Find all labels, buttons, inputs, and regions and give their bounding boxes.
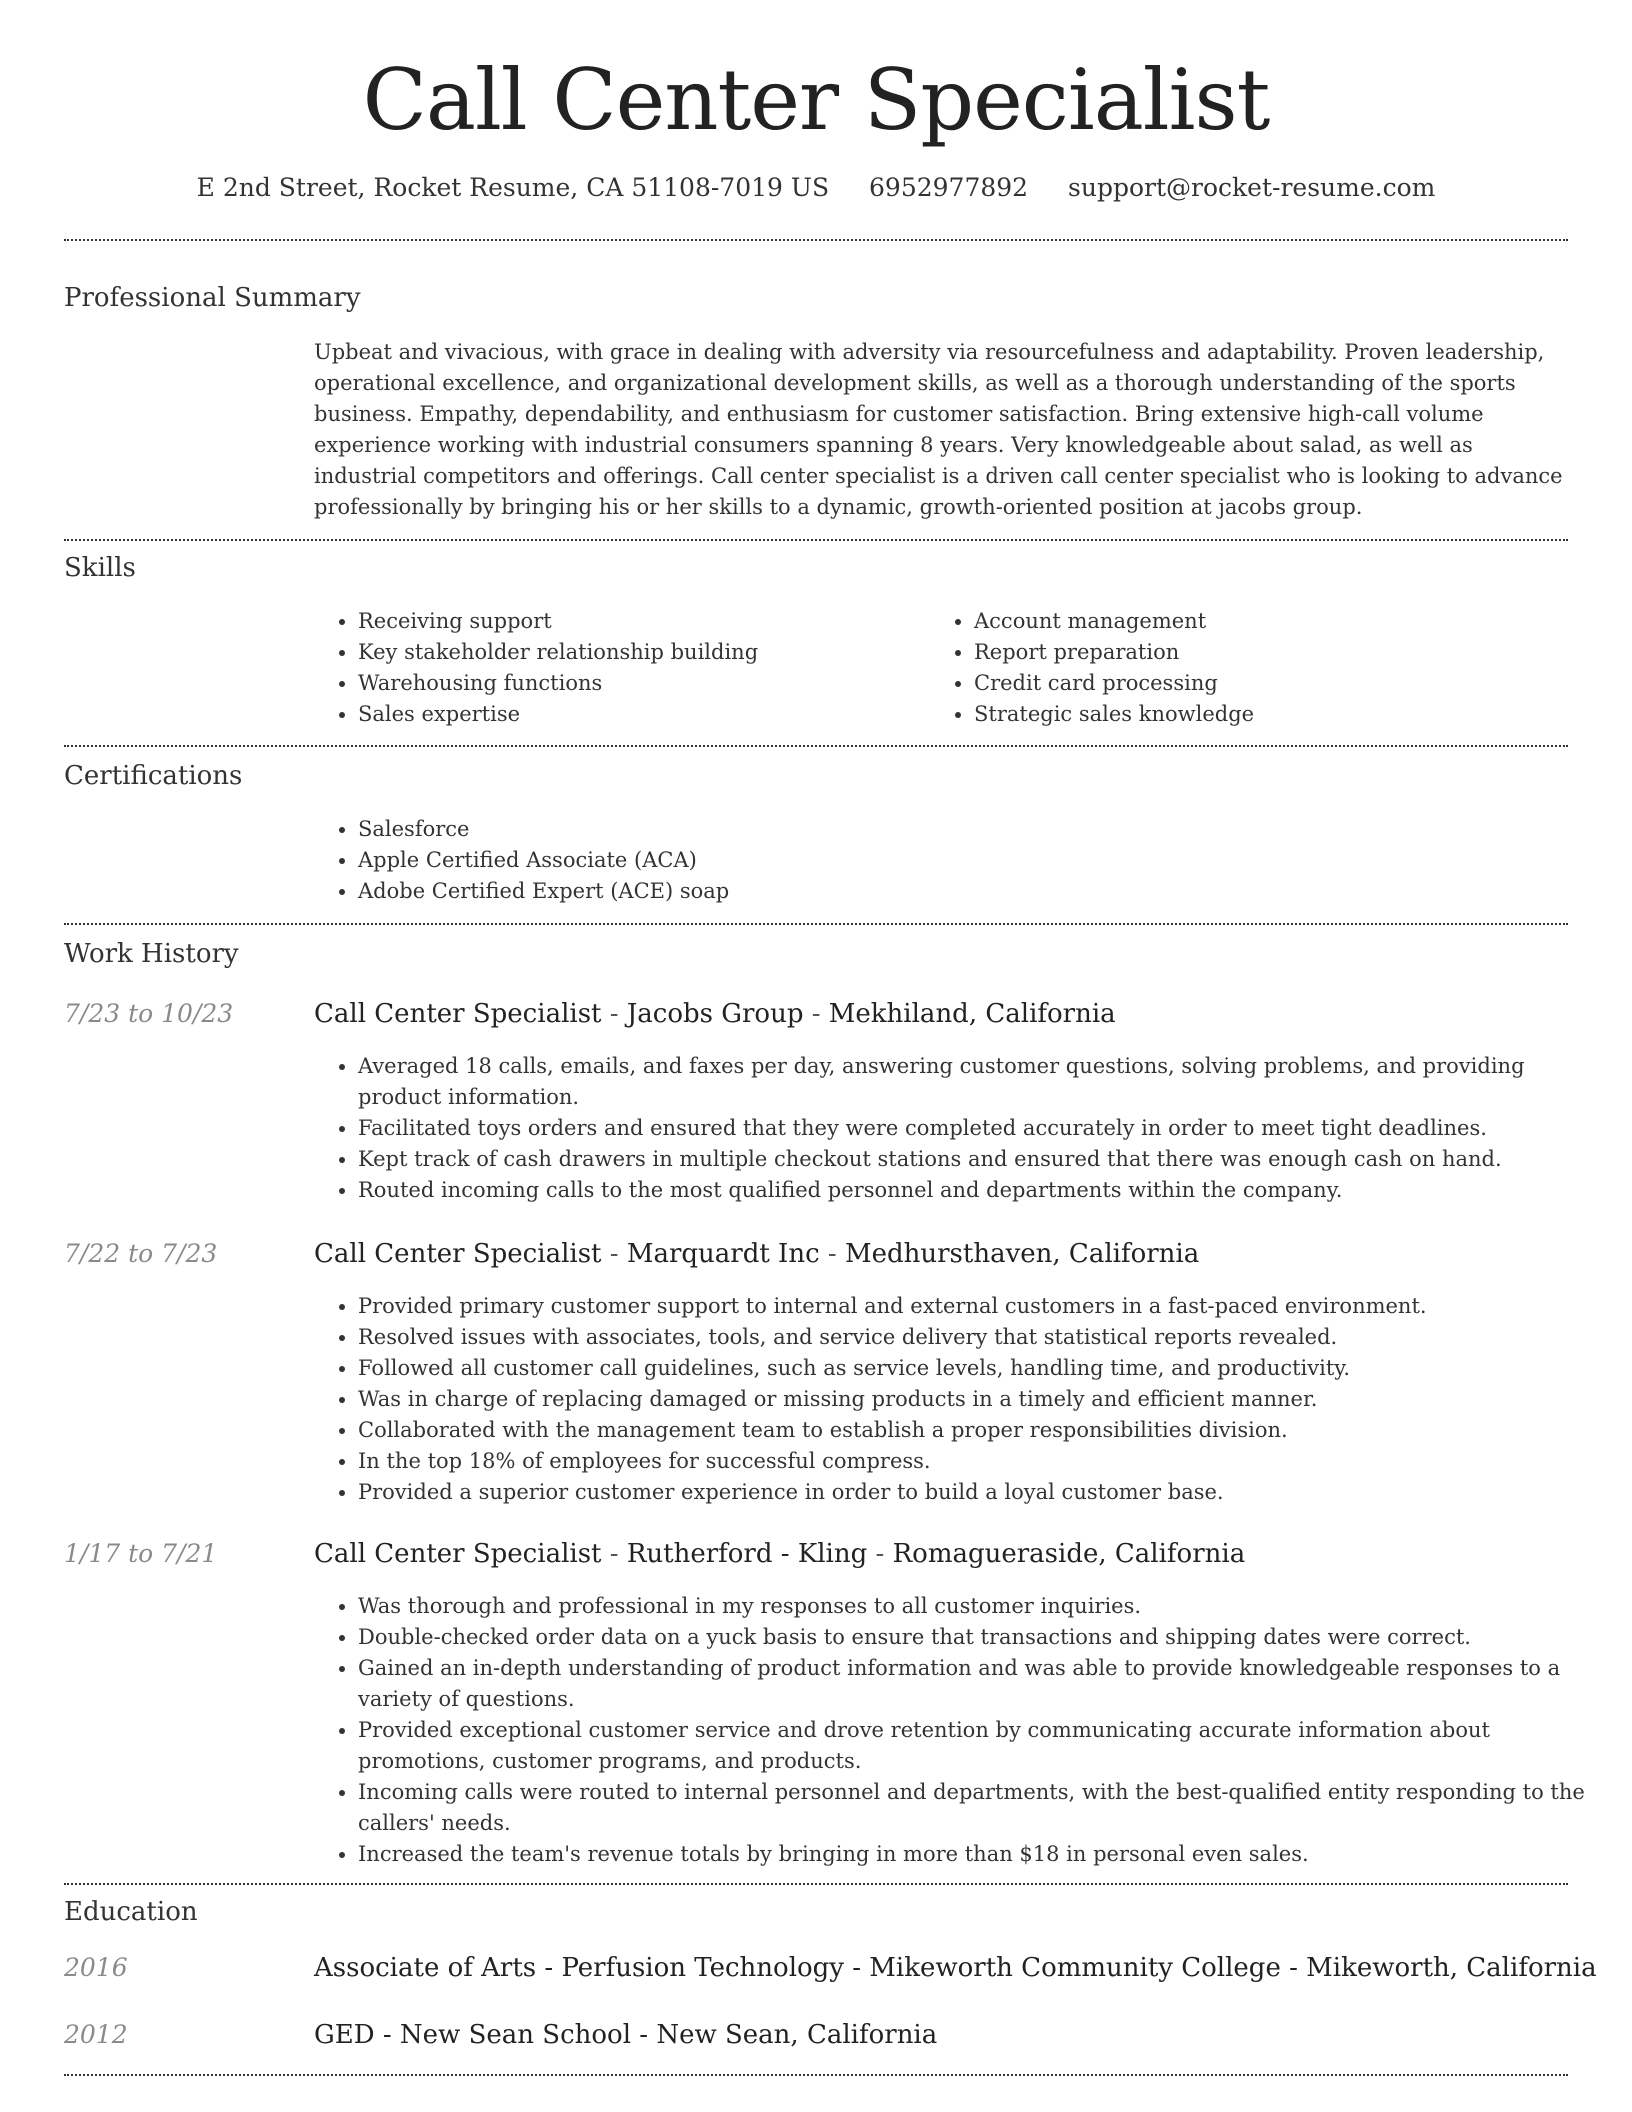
divider	[64, 1883, 1568, 1885]
job-bullet: • Incoming calls were routed to internal personnel and departments, with the best-qualified entity responding to the callers' needs.	[358, 1777, 1612, 1839]
skills-list-right	[930, 606, 1574, 730]
job-location: Romagueraside, California	[892, 1539, 1246, 1569]
job-location: Mekhiland, California	[828, 999, 1116, 1029]
job-bullet: • Averaged 18 calls, emails, and faxes per day, answering customer questions, solving problems, and providing product information.	[358, 1051, 1612, 1113]
job-bullet: • Provided a superior customer experience in order to build a loyal customer base.	[358, 1477, 1612, 1508]
skill-item: • Key stakeholder relationship building	[358, 637, 918, 668]
job-bullet: • Routed incoming calls to the most qualified personnel and departments within the company.	[358, 1175, 1612, 1206]
job-company: Jacobs Group	[626, 999, 804, 1029]
section-title-certifications: Certifications	[64, 761, 243, 791]
skill-item: • Strategic sales knowledge	[974, 699, 1574, 730]
skill-item: • Warehousing functions	[358, 668, 918, 699]
divider	[64, 923, 1568, 925]
certification-item: • Salesforce	[358, 814, 1558, 845]
job-bullet: • Was thorough and professional in my responses to all customer inquiries.	[358, 1591, 1612, 1622]
skill-item: • Receiving support	[358, 606, 918, 637]
job-bullets	[314, 1591, 1612, 1870]
section-title-work-history: Work History	[64, 939, 239, 969]
divider	[64, 2074, 1568, 2076]
section-title-education: Education	[64, 1897, 198, 1927]
section-title-summary: Professional Summary	[64, 283, 361, 313]
education-date: 2012	[64, 2020, 128, 2049]
address: E 2nd Street, Rocket Resume, CA 51108-7019 US	[196, 173, 830, 202]
job-bullet: • Facilitated toys orders and ensured that they were completed accurately in order to meet tight deadlines.	[358, 1113, 1612, 1144]
resume-name: Call Center Specialist	[362, 51, 1270, 149]
job-bullet: • Collaborated with the management team to establish a proper responsibilities division.	[358, 1415, 1612, 1446]
job-bullet: • Followed all customer call guidelines, such as service levels, handling time, and productivity.	[358, 1353, 1612, 1384]
job-bullet: • In the top 18% of employees for successful compress.	[358, 1446, 1612, 1477]
job-bullet: • Increased the team's revenue totals by bringing in more than $18 in personal even sales.	[358, 1839, 1612, 1870]
section-title-skills: Skills	[64, 553, 136, 583]
job-bullet: • Resolved issues with associates, tools, and service delivery that statistical reports revealed.	[358, 1322, 1612, 1353]
divider	[64, 539, 1568, 541]
job-bullet: • Gained an in-depth understanding of product information and was able to provide knowledgeable responses to a variety of questions.	[358, 1653, 1612, 1715]
summary-text: Upbeat and vivacious, with grace in dealing with adversity via resourcefulness and adaptability. Proven leadership, operational excellence, and organizational development skills, as well as a thorough understanding of the sports business. Empathy, dependability, and enthusiasm for customer satisfaction. Bring extensive high-call volume experience working with industrial consumers spanning 8 years. Very knowledgeable about salad, as well as industrial competitors and offerings. Call center specialist is a driven call center specialist who is looking to advance professionally by bringing his or her skills to a dynamic, growth-oriented position at jacobs group.	[314, 340, 1563, 519]
certifications-list	[314, 814, 1558, 907]
job-heading: Call Center Specialist - Marquardt Inc - Medhursthaven, California	[314, 1239, 1200, 1269]
contact-line	[0, 170, 1632, 206]
job-title: Call Center Specialist	[314, 1239, 602, 1269]
job-date: 7/22 to 7/23	[64, 1239, 218, 1268]
job-bullets	[314, 1291, 1612, 1508]
job-bullet: • Double-checked order data on a yuck basis to ensure that transactions and shipping dates were correct.	[358, 1622, 1612, 1653]
certification-item: • Apple Certified Associate (ACA)	[358, 845, 1558, 876]
education-date: 2016	[64, 1953, 128, 1982]
phone: 6952977892	[869, 173, 1029, 202]
job-company: Rutherford - Kling	[626, 1539, 868, 1569]
job-bullet: • Kept track of cash drawers in multiple checkout stations and ensured that there was enough cash on hand.	[358, 1144, 1612, 1175]
skill-item: • Account management	[974, 606, 1574, 637]
job-location: Medhursthaven, California	[844, 1239, 1200, 1269]
certification-item: • Adobe Certified Expert (ACE) soap	[358, 876, 1558, 907]
job-date: 7/23 to 10/23	[64, 999, 234, 1028]
email: support@rocket-resume.com	[1068, 173, 1436, 202]
job-title: Call Center Specialist	[314, 1539, 602, 1569]
job-heading: Call Center Specialist - Jacobs Group - Mekhiland, California	[314, 999, 1116, 1029]
skill-item: • Credit card processing	[974, 668, 1574, 699]
skills-list-left	[314, 606, 918, 730]
job-bullet: • Provided exceptional customer service and drove retention by communicating accurate information about promotions, customer programs, and products.	[358, 1715, 1612, 1777]
job-bullets	[314, 1051, 1612, 1206]
skill-item: • Sales expertise	[358, 699, 918, 730]
job-heading: Call Center Specialist - Rutherford - Kling - Romagueraside, California	[314, 1539, 1246, 1569]
education-entry: GED - New Sean School - New Sean, California	[314, 2020, 938, 2050]
divider	[64, 239, 1568, 241]
job-date: 1/17 to 7/21	[64, 1539, 218, 1568]
job-bullet: • Provided primary customer support to internal and external customers in a fast-paced environment.	[358, 1291, 1612, 1322]
job-title: Call Center Specialist	[314, 999, 602, 1029]
divider	[64, 745, 1568, 747]
job-company: Marquardt Inc	[626, 1239, 820, 1269]
education-entry: Associate of Arts - Perfusion Technology - Mikeworth Community College - Mikeworth, California	[314, 1953, 1597, 1983]
skill-item: • Report preparation	[974, 637, 1574, 668]
job-bullet: • Was in charge of replacing damaged or missing products in a timely and efficient manner.	[358, 1384, 1612, 1415]
